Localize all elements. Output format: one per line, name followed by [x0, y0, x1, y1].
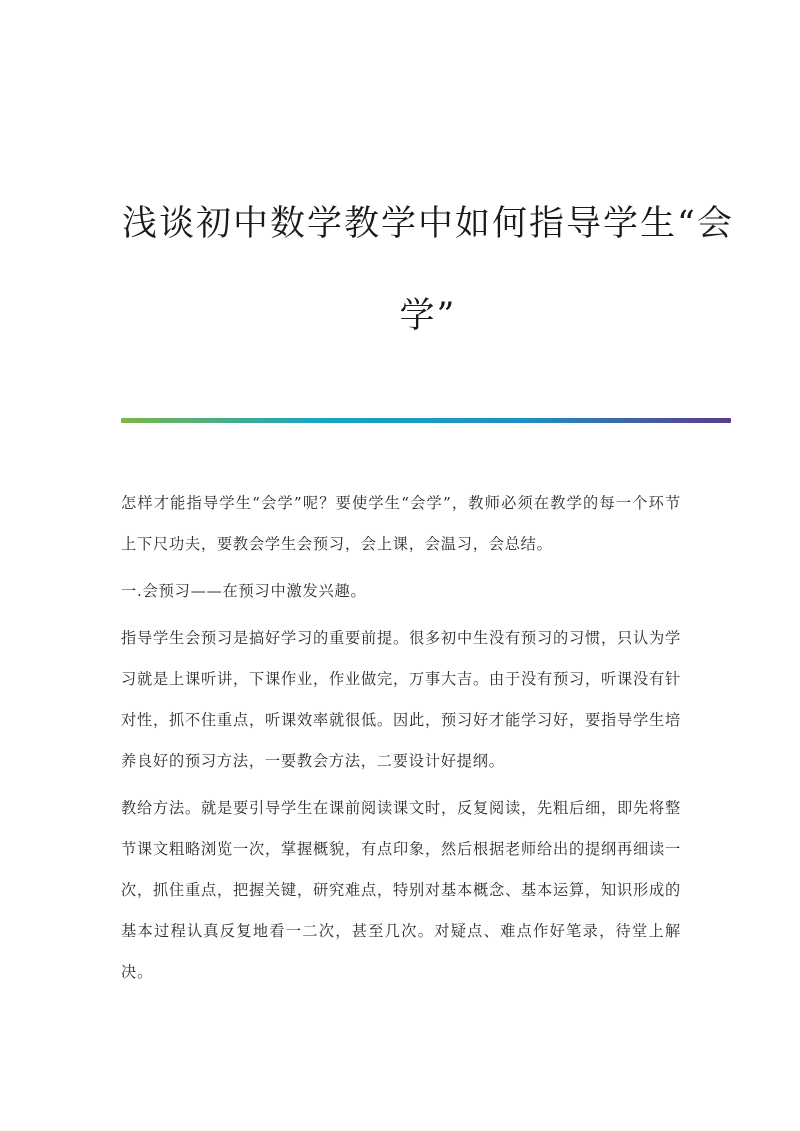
paragraph-teaching-methods: 教给方法。就是要引导学生在课前阅读课文时，反复阅读，先粗后细，即先将整节课文粗略浏览一次，掌握概貌，有点印象，然后根据老师给出的提纲再细读一次，抓住重点，把握关键，研究难点，特别对基本概念、基本运算，知识形成的基本过程认真反复地看一二次，甚至几次。对疑点、难点作好笔录，待堂上解决。 [121, 799, 681, 981]
paragraph-intro: 怎样才能指导学生“会学”呢？要使学生“会学”，教师必须在教学的每一个环节上下尺功夫，要教会学生会预习，会上课，会温习，会总结。 [121, 494, 681, 553]
document-title: 浅谈初中数学教学中如何指导学生“会学” [122, 204, 734, 336]
paragraph-preview-importance: 指导学生会预习是搞好学习的重要前提。很多初中生没有预习的习惯，只认为学习就是上课听讲，下课作业，作业做完，万事大吉。由于没有预习，听课没有针对性，抓不住重点，听课效率就很低。因此，预习好才能学习好，要指导学生培养良好的预习方法，一要教会方法，二要设计好提纲。 [121, 629, 681, 770]
title-divider [121, 418, 731, 423]
document-body [121, 483, 681, 999]
section-heading-preview: 一.会预习——在预习中激发兴趣。 [121, 582, 367, 600]
